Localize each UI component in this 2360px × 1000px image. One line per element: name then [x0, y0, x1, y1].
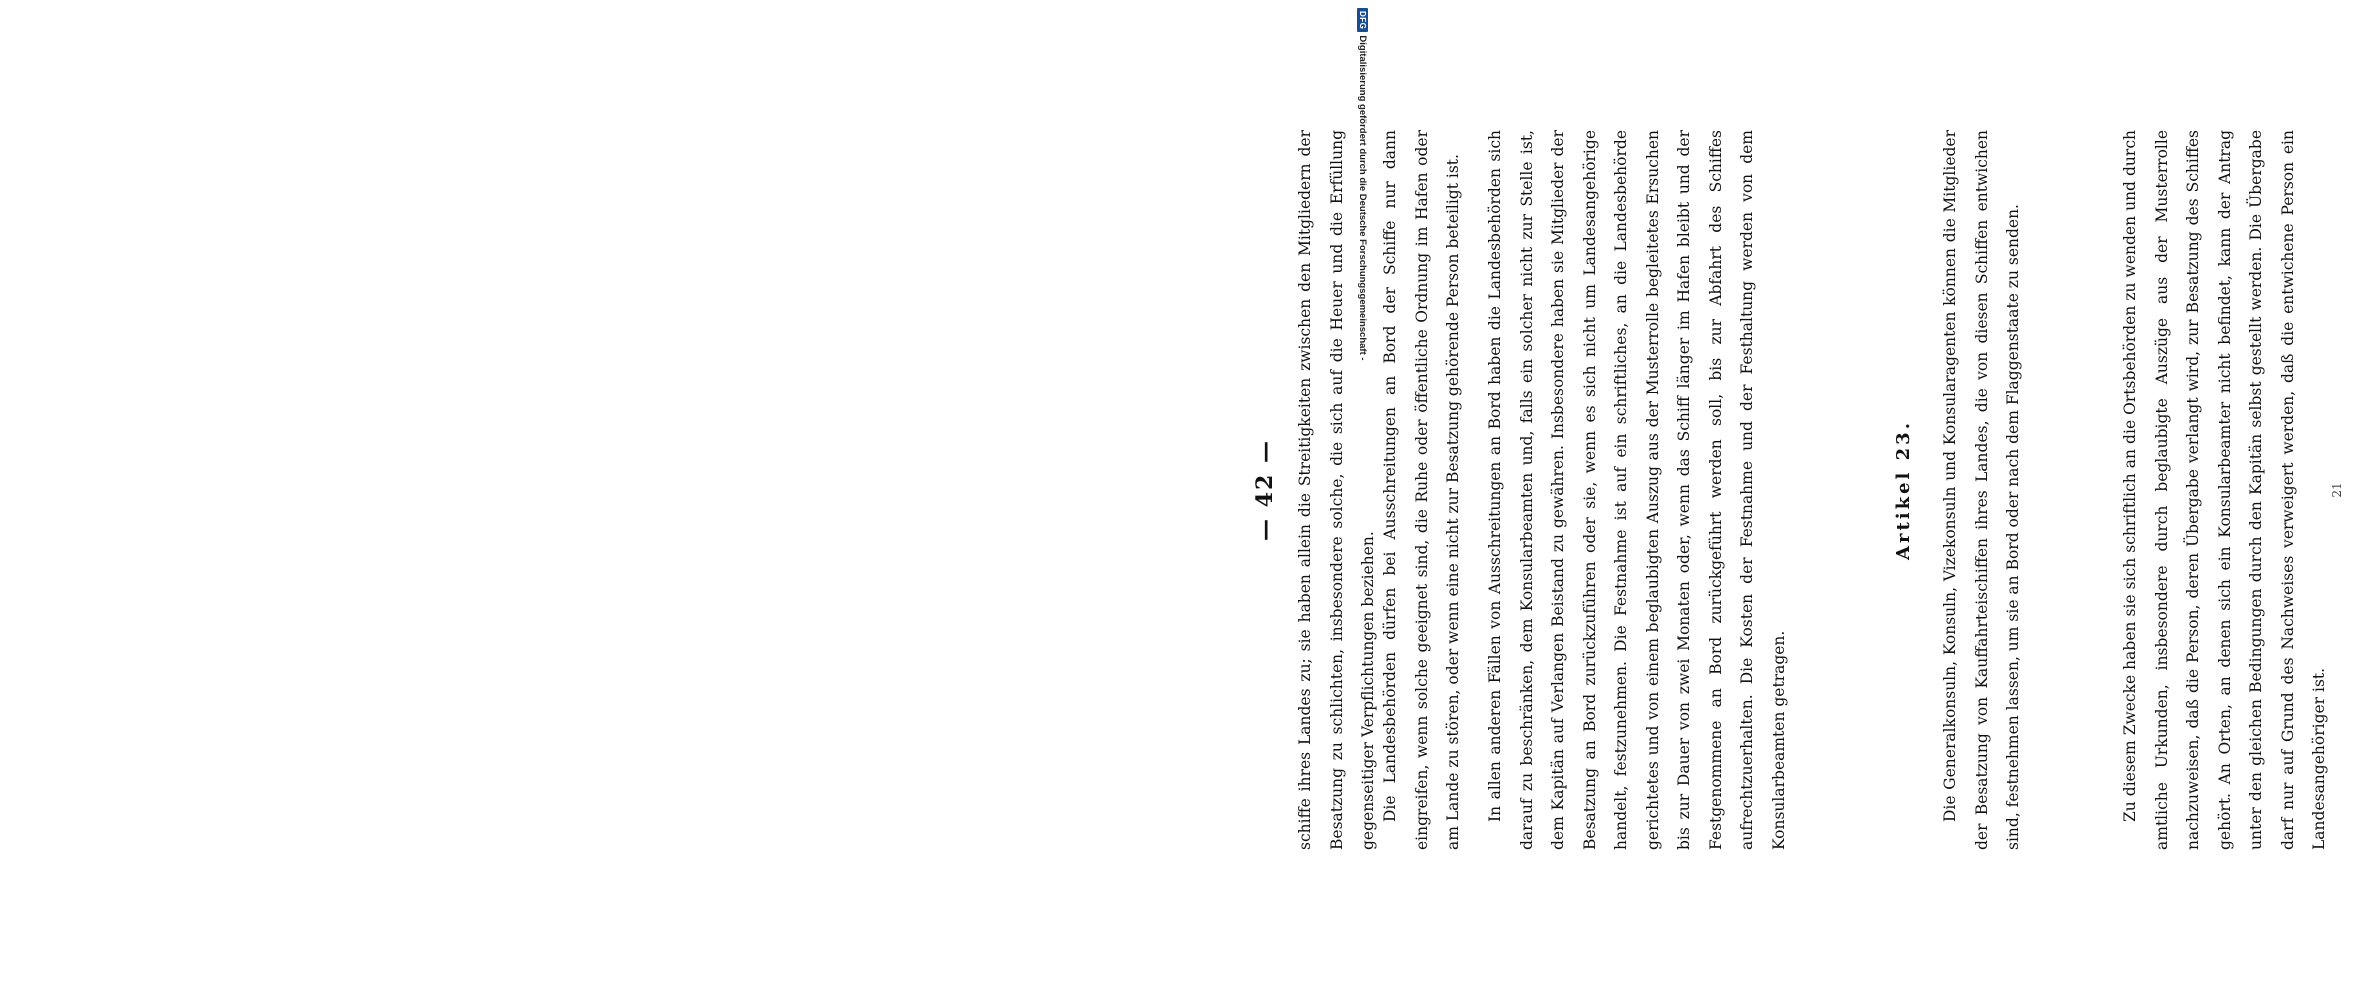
paragraph-5: Zu diesem Zwecke haben sie sich schriftlich an die Ortsbehörden zu wenden und durch amtliche Urkunden, insbesondere durch beglaubigte Auszüge aus der Musterrolle nachzuweisen, daß die Person, deren Übergabe verlangt wird, zur Besatzung des Schiffes gehört. An Orten, an denen sich ein Konsularbeamter nicht befindet, kann der Antrag unter den gleichen Bedingungen durch den Kapitän selbst gestellt werden. Die Übergabe darf nur auf Grund des Nachweises verweigert werden, daß die entwichene Person ein Landesangehöriger ist. [2121, 130, 2328, 850]
funding-credit-text: Digitalisierung gefördert durch die Deutsche Forschungsgemeinschaft - [1357, 35, 1369, 361]
funding-credit [1353, 8, 1373, 392]
page-header: — 42 — [1252, 439, 1278, 541]
scan-page-number: 21 [2330, 482, 2344, 498]
paragraph-2: Die Landesbehörden dürfen bei Ausschreitungen an Bord der Schiffe nur dann eingreifen, wenn solche geeignet sind, die Ruhe oder öffentliche Ordnung im Hafen oder am Lande zu stören, oder wenn eine nicht zur Besatzung gehörende Person beteiligt ist. [1381, 130, 1462, 850]
paragraph-1: schiffe ihres Landes zu; sie haben allein die Streitigkeiten zwischen den Mitgliedern der Besatzung zu schlichten, insbesondere solche, die sich auf die Heuer und die Erfüllung gegenseitiger Verpflichtungen beziehen. [1296, 130, 1377, 850]
paragraph-3: In allen anderen Fällen von Ausschreitungen an Bord haben die Landesbehörden sich darauf zu beschränken, dem Konsularbeamten und, falls ein solcher nicht zur Stelle ist, dem Kapitän auf Verlangen Beistand zu gewähren. Insbesondere haben sie Mitglieder der Besatzung an Bord zurückzuführen oder sie, wenn es sich nicht um Landesangehörige handelt, festzunehmen. Die Festnahme ist auf ein schriftliches, an die Landesbehörde gerichtetes und von einem beglaubigten Auszug aus der Musterrolle begleitetes Ersuchen bis zur Dauer von zwei Monaten oder, wenn das Schiff länger im Hafen bleibt und der Festgenommene an Bord zurückgeführt werden soll, bis zur Abfahrt des Schiffes aufrechtzuerhalten. Die Kosten der Festnahme und der Festhaltung werden von dem Konsularbeamten getragen. [1486, 130, 1788, 850]
paragraph-4: Die Generalkonsuln, Konsuln, Vizekonsuln und Konsularagenten können die Mitglieder der Besatzung von Kauffahrteischiffen ihres Landes, die von diesen Schiffen entwichen sind, festnehmen lassen, um sie an Bord oder nach dem Flaggenstaate zu senden. [1941, 130, 2022, 850]
rotated-page-content [1250, 130, 2360, 850]
dfg-logo-badge: DFG [1358, 8, 1369, 32]
article-heading: Artikel 23. [1893, 420, 1914, 560]
